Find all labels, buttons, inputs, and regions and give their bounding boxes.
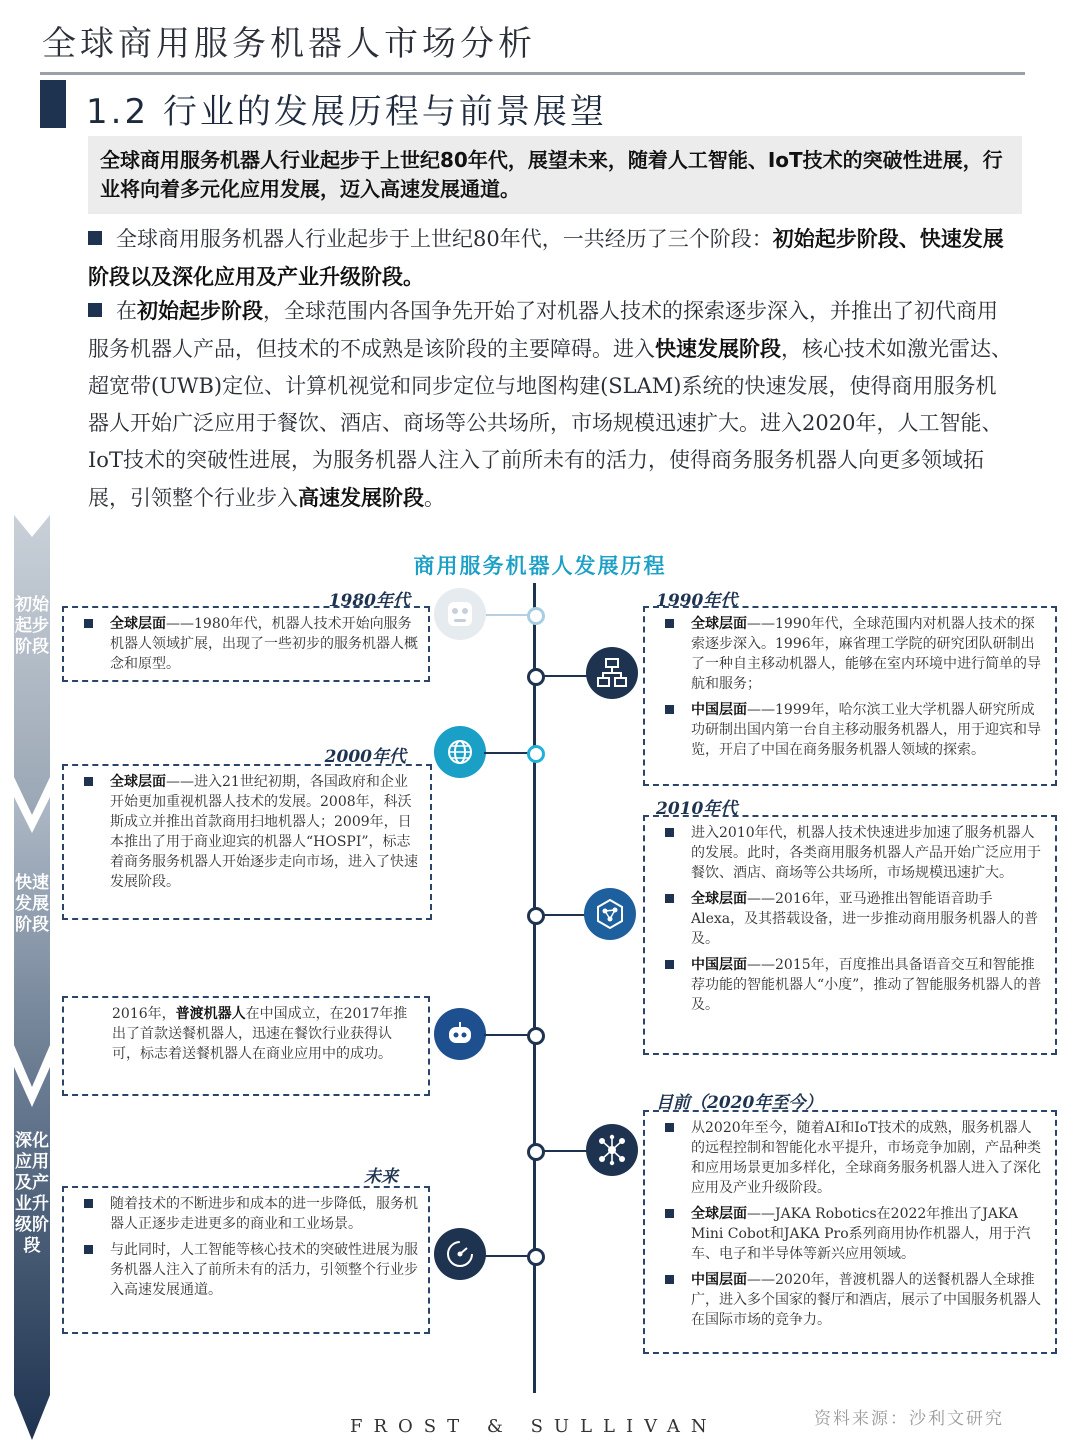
section-marker [40,80,66,128]
era-1980: 1980年代 [328,591,410,611]
connector-2000 [484,752,528,754]
molecule-network-icon [586,1124,638,1176]
stage-label-1: 初始起步阶段 [15,595,49,657]
summary-box [88,136,1022,214]
paragraph-history: 在初始起步阶段，全球范围内各国争先开始了对机器人技术的探索逐步深入，并推出了初代商用服务机器人产品，但技术的不成熟是该阶段的主要障碍。进入快速发展阶段，核心技术如激光雷达、超宽带(UWB)定位、计算机视觉和同步定位与地图构建(SLAM)系统的快速发展，使得商用服务机器人开始广泛应用于餐饮、酒店、商场等公共场所，市场规模迅速扩大。进入2020年，人工智能、IoT技术的突破性进展，为服务机器人注入了前所未有的活力，使得商务服务机器人向更多领域拓展，引领整个行业步入高速发展阶段。 [88,298,1012,510]
era-2010: 2010年代 [656,799,738,819]
timeline-node-future [527,1248,545,1266]
connector-future [484,1255,528,1257]
timeline-node-1980 [527,607,545,625]
era-future: 未来 [364,1167,398,1187]
timeline-node-2000 [527,745,545,763]
box-future: 随着技术的不断进步和成本的进一步降低，服务机器人正逐步走进更多的商业和工业场景。 与此同时，人工智能等核心技术的突破性进展为服务机器人注入了前所未有的活力，引领整个行业步入高速发展通道。 [62,1186,430,1334]
box-1990: 全球层面——1990年代，全球范围内对机器人技术的探索逐步深入。1996年，麻省理工学院的研究团队研制出了一种自主移动机器人，能够在室内环境中进行简单的导航和服务； 中国层面——1999年，哈尔滨工业大学机器人研究所成功研制出国内第一台自主移动服务机器人，用于迎宾和导览，开启了中国在商务服务机器人领域的探索。 [643,606,1057,786]
title-divider [40,72,1025,75]
globe-icon [434,726,486,778]
connector-2016 [484,1034,528,1036]
timeline-axis [533,583,536,1393]
box-1980: 全球层面——1980年代，机器人技术开始向服务机器人领域扩展，出现了一些初步的服务机器人概念和原型。 [62,606,430,682]
source-note: 资料来源：沙利文研究 [814,1409,1004,1429]
org-chart-icon [586,647,638,699]
timeline-node-2010 [527,907,545,925]
speed-gauge-icon [434,1228,486,1280]
box-2016: 2016年，普渡机器人在中国成立，在2017年推出了首款送餐机器人，迅速在餐饮行业获得认可，标志着送餐机器人在商业应用中的成功。 [62,996,430,1096]
timeline-node-2016 [527,1027,545,1045]
frost-sullivan-logo: FROST & SULLIVAN [350,1416,718,1437]
summary-text: 全球商用服务机器人行业起步于上世纪80年代，展望未来，随着人工智能、IoT技术的突破性进展，行业将向着多元化应用发展，迈入高速发展通道。 [100,148,1003,201]
page-title: 全球商用服务机器人市场分析 [42,24,536,64]
box-2000: 全球层面——进入21世纪初期，各国政府和企业开始更加重视机器人技术的发展。2008年，科沃斯成立并推出首款商用扫地机器人；2009年，日本推出了用于商业迎宾的机器人“HOSPI”，标志着商务服务机器人开始逐步走向市场，进入了快速发展阶段。 [62,764,432,920]
era-1990: 1990年代 [656,591,738,611]
connector-1990 [542,675,588,677]
connector-now [542,1150,588,1152]
box-now: 从2020年至今，随着AI和IoT技术的成熟，服务机器人的远程控制和智能化水平提升，市场竞争加剧，产品种类和应用场景更加多样化，全球商务服务机器人进入了深化应用及产业升级阶段。 全球层面——JAKA Robotics在2022年推出了JAKA Mini Cobot和JAKA Pro系列商用协作机器人，用于汽车、电子和半导体等新兴应用领域。 中国层面——2020年，普渡机器人的送餐机器人全球推广，进入多个国家的餐厅和酒店，展示了中国服务机器人在国际市场的竞争力。 [643,1110,1057,1354]
section-title: 1.2 行业的发展历程与前景展望 [86,92,607,132]
era-2000: 2000年代 [324,747,406,767]
era-now: 目前（2020年至今） [656,1093,823,1113]
timeline-node-now [527,1143,545,1161]
robot-head-icon [434,1008,486,1060]
stage-label-3: 深化应用及产业升级阶段 [15,1131,49,1256]
timeline-node-1990 [527,668,545,686]
bullet-square [88,303,102,317]
network-hexagon-icon [584,888,636,940]
box-2010: 进入2010年代，机器人技术快速进步加速了服务机器人的发展。此时，各类商用服务机器人产品开始广泛应用于餐饮、酒店、商场等公共场所，市场规模迅速扩大。 全球层面——2016年，亚马逊推出智能语音助手Alexa，及其搭载设备，进一步推动商用服务机器人的普及。 中国层面——2015年，百度推出具备语音交互和智能推荐功能的智能机器人“小度”，推动了智能服务机器人的普及。 [643,815,1057,1055]
timeline-title: 商用服务机器人发展历程 [413,554,667,578]
paragraph-stages: 全球商用服务机器人行业起步于上世纪80年代，一共经历了三个阶段：初始起步阶段、快速发展阶段以及深化应用及产业升级阶段。 [88,226,1004,289]
stage-label-2: 快速发展阶段 [15,873,49,935]
robot-face-icon [434,588,486,640]
connector-2010 [542,914,588,916]
bullet-square [88,231,102,245]
